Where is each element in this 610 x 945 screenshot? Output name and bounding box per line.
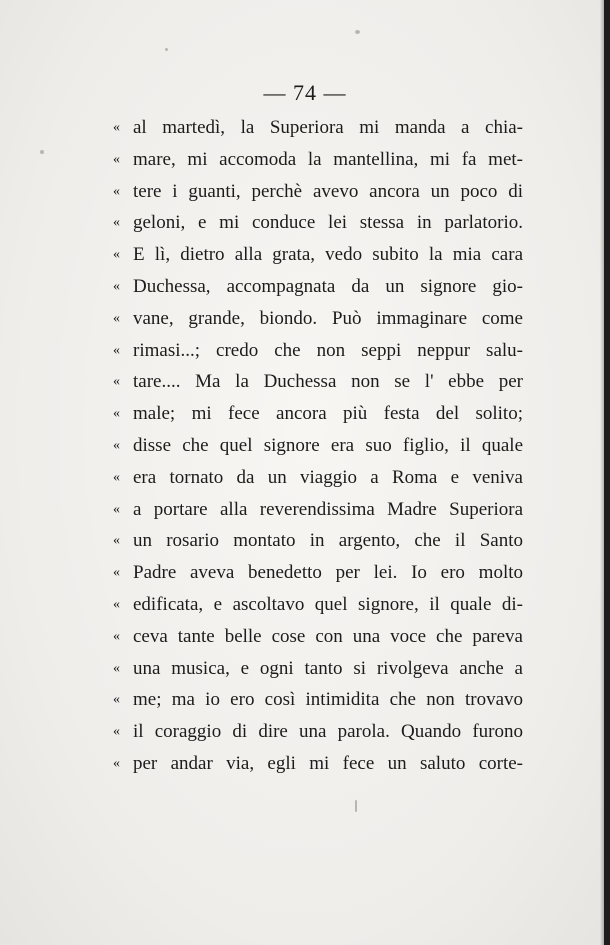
quote-mark: « [113,533,120,549]
text-line [113,621,523,653]
quote-mark: « [113,437,120,453]
text-line [113,207,523,239]
line-text: disse che quel signore era suo figlio, il quale [133,434,523,456]
quote-mark: « [113,310,120,326]
line-text: edificata, e ascoltavo quel signore, il quale di- [133,593,523,615]
line-text: una musica, e ogni tanto si rivolgeva anche a [133,657,523,679]
line-text: tere i guanti, perchè avevo ancora un poco di [133,180,523,202]
text-line [113,748,523,780]
text-line [113,335,523,367]
text-line [113,271,523,303]
line-text: Duchessa, accompagnata da un signore gio- [133,275,523,297]
text-line [113,525,523,557]
line-text: al martedì, la Superiora mi manda a chia- [133,117,523,138]
text-line [113,239,523,271]
text-line [113,144,523,176]
paper-speck [355,30,360,34]
text-line [113,716,523,748]
quote-mark: « [113,215,120,231]
line-text: geloni, e mi conduce lei stessa in parlatorio. [133,212,523,234]
line-text: era tornato da un viaggio a Roma e veniva [133,466,523,488]
text-line [113,589,523,621]
line-text: il coraggio di dire una parola. Quando furono [133,721,523,743]
quote-mark: « [113,724,120,740]
text-line [113,684,523,716]
quote-mark: « [113,596,120,612]
quote-mark: « [113,660,120,676]
quote-mark: « [113,374,120,390]
line-text: me; ma io ero così intimidita che non trovavo [133,689,523,711]
quote-mark: « [113,406,120,422]
text-line [113,176,523,208]
quote-mark: « [113,183,120,199]
text-line [113,494,523,526]
quote-mark: « [113,469,120,485]
text-line [113,112,523,144]
text-line [113,398,523,430]
quote-mark: « [113,342,120,358]
quote-mark: « [113,628,120,644]
text-line [113,366,523,398]
quote-mark: « [113,692,120,708]
line-text: E lì, dietro alla grata, vedo subito la mia cara [133,244,523,266]
page-binding-edge [604,0,610,945]
line-text: a portare alla reverendissima Madre Superiora [133,498,523,520]
page-number: — 74 — [263,80,347,105]
quote-mark: « [113,755,120,771]
quote-mark: « [113,278,120,294]
paper-speck [355,800,357,812]
text-line [113,557,523,589]
paper-speck [40,150,44,154]
line-text: per andar via, egli mi fece un saluto corte- [133,752,523,774]
line-text: ceva tante belle cose con una voce che pareva [133,625,523,647]
line-text: rimasi...; credo che non seppi neppur salu- [133,339,523,361]
line-text: vane, grande, biondo. Può immaginare come [133,307,523,329]
quote-mark: « [113,120,120,135]
line-text: mare, mi accomoda la mantellina, mi fa met- [133,148,523,170]
quote-mark: « [113,565,120,581]
quote-mark: « [113,247,120,263]
text-line [113,462,523,494]
text-line [113,430,523,462]
paper-speck [165,48,168,51]
text-line [113,653,523,685]
body-text [113,112,523,780]
quote-mark: « [113,151,120,167]
line-text: Padre aveva benedetto per lei. Io ero molto [133,562,523,584]
text-line [113,303,523,335]
line-text: un rosario montato in argento, che il Santo [133,530,523,552]
line-text: tare.... Ma la Duchessa non se l' ebbe per [133,371,523,393]
line-text: male; mi fece ancora più festa del solito; [133,403,523,425]
quote-mark: « [113,501,120,517]
